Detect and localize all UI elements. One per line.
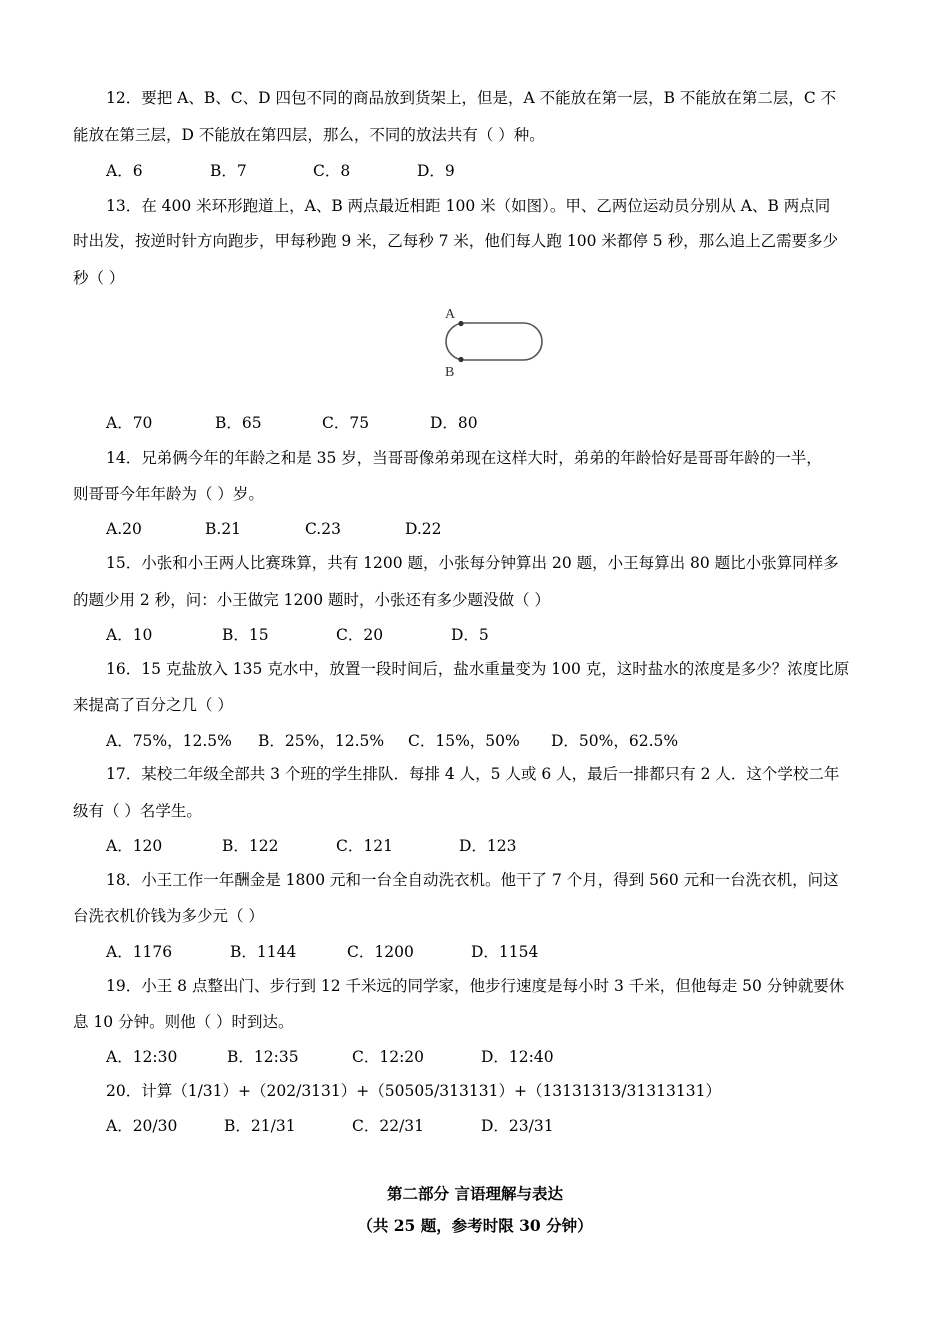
q16-option-a: A．75%，12.5%: [106, 732, 232, 750]
q19-option-b: B．12:35: [227, 1048, 299, 1066]
q17-option-a: A．120: [106, 837, 163, 855]
q14-option-d: D.22: [405, 520, 442, 538]
q17-line-1: 17．某校二年级全部共 3 个班的学生排队．每排 4 人，5 人或 6 人，最后一排都只有 2 人．这个学校二年: [106, 765, 840, 783]
q19-option-d: D．12:40: [481, 1048, 554, 1066]
q12-option-b: B．7: [210, 162, 247, 180]
label-a: A: [445, 307, 456, 322]
q15-line-1: 15．小张和小王两人比赛珠算，共有 1200 题，小张每分钟算出 20 题，小王每算出 80 题比小张算同样多: [106, 554, 839, 572]
q13-line-1: 13．在 400 米环形跑道上，A、B 两点最近相距 100 米（如图）。甲、乙两位运动员分别从 A、B 两点同: [106, 197, 831, 215]
q12-option-c: C．8: [313, 162, 351, 180]
q13-option-a: A．70: [106, 414, 153, 432]
q20-option-d: D．23/31: [481, 1117, 554, 1135]
q14-line-2: 则哥哥今年年龄为（ ）岁。: [73, 485, 264, 503]
q19-option-a: A．12:30: [106, 1048, 178, 1066]
q15-option-b: B．15: [222, 626, 269, 644]
q20-line-1: 20．计算（1/31）+（202/3131）+（50505/313131）+（13131313/31313131）: [106, 1082, 721, 1100]
q16-option-d: D．50%，62.5%: [551, 732, 679, 750]
q14-option-b: B.21: [205, 520, 242, 538]
q19-option-c: C．12:20: [352, 1048, 425, 1066]
q18-option-d: D．1154: [471, 943, 539, 961]
q18-option-a: A．1176: [106, 943, 173, 961]
q20-option-b: B．21/31: [224, 1117, 296, 1135]
q18-line-1: 18．小王工作一年酬金是 1800 元和一台全自动洗衣机。他干了 7 个月，得到 560 元和一台洗衣机，问这: [106, 871, 839, 889]
q12-option-a: A．6: [106, 162, 143, 180]
track-svg: [430, 300, 560, 390]
q14-line-1: 14．兄弟俩今年的年龄之和是 35 岁，当哥哥像弟弟现在这样大时，弟弟的年龄恰好是哥哥年龄的一半，: [106, 449, 822, 467]
running-track-figure: [430, 300, 560, 390]
q20-option-a: A．20/30: [106, 1117, 178, 1135]
section-subtitle: （共 25 题，参考时限 30 分钟）: [357, 1216, 593, 1235]
q13-option-d: D．80: [430, 414, 478, 432]
q13-line-2: 时出发，按逆时针方向跑步，甲每秒跑 9 米，乙每秒 7 米，他们每人跑 100 米都停 5 秒，那么追上乙需要多少: [73, 232, 839, 250]
q15-line-2: 的题少用 2 秒，问：小王做完 1200 题时，小张还有多少题没做（ ）: [73, 591, 550, 609]
q14-option-a: A.20: [106, 520, 142, 538]
q13-option-c: C．75: [322, 414, 370, 432]
q12-line-2: 能放在第三层，D 不能放在第四层，那么，不同的放法共有（ ）种。: [73, 126, 545, 144]
section-title: 第二部分 言语理解与表达: [387, 1184, 563, 1203]
q15-option-d: D．5: [451, 626, 489, 644]
q16-line-2: 来提高了百分之几（ ）: [73, 696, 233, 714]
q14-option-c: C.23: [305, 520, 341, 538]
q18-line-2: 台洗衣机价钱为多少元（ ）: [73, 907, 264, 925]
q18-option-c: C．1200: [347, 943, 414, 961]
q18-option-b: B．1144: [230, 943, 297, 961]
q16-option-c: C．15%，50%: [408, 732, 520, 750]
q17-option-c: C．121: [336, 837, 393, 855]
point-b-dot: [458, 357, 463, 362]
q17-line-2: 级有（ ）名学生。: [73, 802, 202, 820]
q12-line-1: 12．要把 A、B、C、D 四包不同的商品放到货架上，但是，A 不能放在第一层，B 不能放在第二层，C 不: [106, 89, 837, 107]
q16-line-1: 16．15 克盐放入 135 克水中，放置一段时间后，盐水重量变为 100 克，这时盐水的浓度是多少？浓度比原: [106, 660, 850, 678]
q20-option-c: C．22/31: [352, 1117, 425, 1135]
q16-option-b: B．25%，12.5%: [258, 732, 385, 750]
q12-option-d: D．9: [417, 162, 455, 180]
label-b: B: [445, 365, 455, 380]
q15-option-a: A．10: [106, 626, 153, 644]
q13-line-3: 秒（ ）: [73, 269, 125, 287]
q13-option-b: B．65: [215, 414, 262, 432]
q19-line-2: 息 10 分钟。则他（ ）时到达。: [73, 1013, 294, 1031]
q19-line-1: 19．小王 8 点整出门、步行到 12 千米远的同学家，他步行速度是每小时 3 千米，但他每走 50 分钟就要休: [106, 977, 845, 995]
track-oval: [446, 323, 542, 360]
q17-option-d: D．123: [459, 837, 517, 855]
point-a-dot: [458, 321, 463, 326]
q17-option-b: B．122: [222, 837, 279, 855]
q15-option-c: C．20: [336, 626, 384, 644]
